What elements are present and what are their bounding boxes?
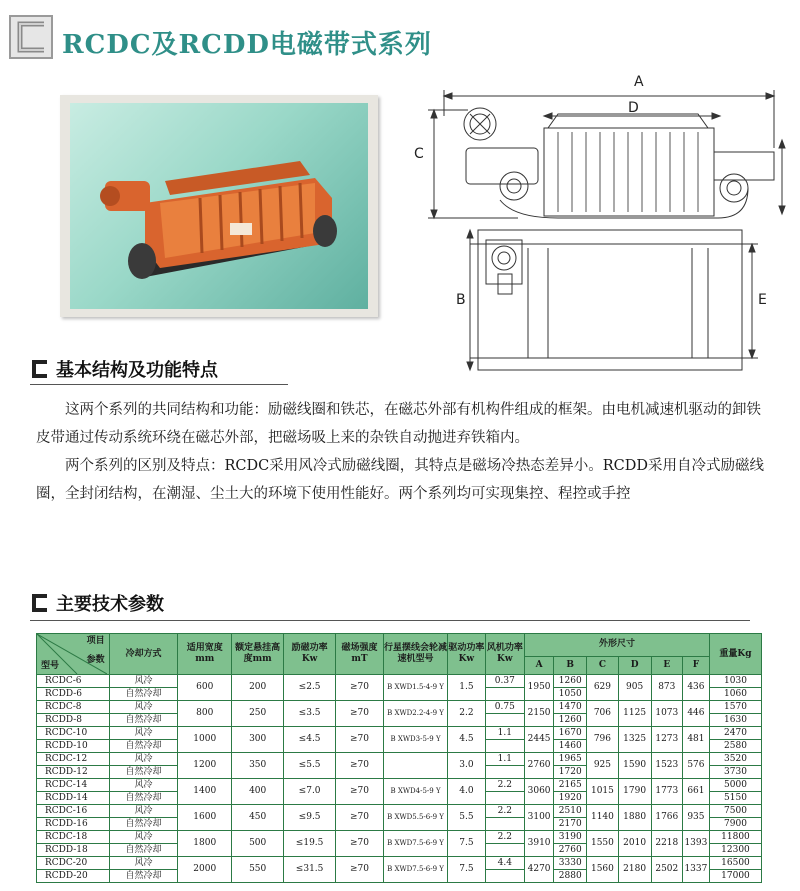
dim-a-cell: 1950 xyxy=(525,675,554,701)
dim-e-cell: 1523 xyxy=(651,753,682,779)
model-cell: RCDC-12 xyxy=(37,753,110,766)
field-cell: ≥70 xyxy=(336,805,384,831)
section-bracket-icon xyxy=(30,359,50,379)
dim-b-cell: 2880 xyxy=(554,870,587,883)
label-d: D xyxy=(628,100,639,116)
table-row xyxy=(37,779,762,792)
model-cell: RCDC-16 xyxy=(37,805,110,818)
fan-power-cell: 2.2 xyxy=(485,831,524,844)
spec-table xyxy=(36,633,762,883)
belt-width-cell: 800 xyxy=(178,701,232,727)
weight-cell: 12300 xyxy=(709,844,761,857)
cooling-cell: 自然冷却 xyxy=(109,870,178,883)
dim-b-cell: 1670 xyxy=(554,727,587,740)
fan-power-cell: 0.37 xyxy=(485,675,524,688)
header-dim-a: A xyxy=(525,656,554,674)
weight-cell: 1570 xyxy=(709,701,761,714)
belt-width-cell: 1400 xyxy=(178,779,232,805)
belt-width-cell: 1200 xyxy=(178,753,232,779)
header-dim-f: F xyxy=(682,656,709,674)
header-dims: 外形尺寸 xyxy=(525,634,710,657)
height-cell: 200 xyxy=(232,675,284,701)
dim-f-cell: 1393 xyxy=(682,831,709,857)
drive-power-cell: 7.5 xyxy=(448,857,485,883)
height-cell: 450 xyxy=(232,805,284,831)
header-fan-power: 风机功率Kw xyxy=(485,634,524,675)
height-cell: 300 xyxy=(232,727,284,753)
dim-f-cell: 576 xyxy=(682,753,709,779)
table-row xyxy=(37,831,762,844)
cooling-cell: 自然冷却 xyxy=(109,740,178,753)
header-cooling: 冷却方式 xyxy=(109,634,178,675)
cooling-cell: 风冷 xyxy=(109,805,178,818)
dim-d-cell: 2180 xyxy=(618,857,651,883)
reducer-cell: B XWD7.5-6-9 Y xyxy=(383,857,447,883)
dim-c-cell: 706 xyxy=(587,701,618,727)
dim-a-cell: 2760 xyxy=(525,753,554,779)
cooling-cell: 风冷 xyxy=(109,857,178,870)
model-cell: RCDC-8 xyxy=(37,701,110,714)
dim-f-cell: 1337 xyxy=(682,857,709,883)
section-underline xyxy=(30,620,750,621)
weight-cell: 3730 xyxy=(709,766,761,779)
dim-a-cell: 2150 xyxy=(525,701,554,727)
weight-cell: 5150 xyxy=(709,792,761,805)
dim-d-cell: 1880 xyxy=(618,805,651,831)
dim-c-cell: 629 xyxy=(587,675,618,701)
belt-width-cell: 1600 xyxy=(178,805,232,831)
belt-width-cell: 2000 xyxy=(178,857,232,883)
cooling-cell: 风冷 xyxy=(109,727,178,740)
fan-power-cell-empty xyxy=(485,818,524,831)
model-cell: RCDD-6 xyxy=(37,688,110,701)
excite-power-cell: ≤7.0 xyxy=(284,779,336,805)
cooling-cell: 风冷 xyxy=(109,753,178,766)
dim-b-cell: 2165 xyxy=(554,779,587,792)
dim-c-cell: 1550 xyxy=(587,831,618,857)
dim-f-cell: 436 xyxy=(682,675,709,701)
fan-power-cell: 0.75 xyxy=(485,701,524,714)
belt-width-cell: 600 xyxy=(178,675,232,701)
dim-e-cell: 2218 xyxy=(651,831,682,857)
weight-cell: 3520 xyxy=(709,753,761,766)
dim-f-cell: 481 xyxy=(682,727,709,753)
section-body xyxy=(36,396,766,508)
model-cell: RCDD-8 xyxy=(37,714,110,727)
header-weight: 重量Kg xyxy=(709,634,761,675)
dim-a-cell: 2445 xyxy=(525,727,554,753)
weight-cell: 1060 xyxy=(709,688,761,701)
corner-top-label: 项目 xyxy=(86,636,105,646)
cooling-cell: 风冷 xyxy=(109,675,178,688)
table-row xyxy=(37,805,762,818)
dim-d-cell: 905 xyxy=(618,675,651,701)
fan-power-cell: 4.4 xyxy=(485,857,524,870)
cooling-cell: 风冷 xyxy=(109,779,178,792)
dim-e-cell: 1773 xyxy=(651,779,682,805)
height-cell: 500 xyxy=(232,831,284,857)
separator-photo-illustration xyxy=(70,103,368,309)
dim-a-cell: 3060 xyxy=(525,779,554,805)
dim-b-cell: 2170 xyxy=(554,818,587,831)
height-cell: 550 xyxy=(232,857,284,883)
fan-power-cell-empty xyxy=(485,714,524,727)
reducer-cell xyxy=(383,753,447,779)
field-cell: ≥70 xyxy=(336,857,384,883)
cooling-cell: 风冷 xyxy=(109,701,178,714)
dim-d-cell: 2010 xyxy=(618,831,651,857)
label-e: E xyxy=(758,292,767,308)
model-cell: RCDD-14 xyxy=(37,792,110,805)
fan-power-cell-empty xyxy=(485,792,524,805)
header-field: 磁场强度mT xyxy=(336,634,384,675)
spec-table-body xyxy=(37,675,762,883)
paragraph: 这两个系列的共同结构和功能：励磁线圈和铁芯，在磁芯外部有机构件组成的框架。由电机减速机驱动的卸铁皮带通过传动系统环绕在磁芯外部，把磁场吸上来的杂铁自动抛进弃铁箱内。 xyxy=(36,402,761,446)
model-cell: RCDC-18 xyxy=(37,831,110,844)
dim-f-cell: 446 xyxy=(682,701,709,727)
weight-cell: 5000 xyxy=(709,779,761,792)
drive-power-cell: 7.5 xyxy=(448,831,485,857)
model-cell: RCDC-10 xyxy=(37,727,110,740)
field-cell: ≥70 xyxy=(336,701,384,727)
fan-power-cell-empty xyxy=(485,844,524,857)
reducer-cell: B XWD4-5-9 Y xyxy=(383,779,447,805)
cooling-cell: 自然冷却 xyxy=(109,688,178,701)
dim-e-cell: 873 xyxy=(651,675,682,701)
dim-a-cell: 4270 xyxy=(525,857,554,883)
dim-b-cell: 3190 xyxy=(554,831,587,844)
section-underline xyxy=(30,384,288,385)
dim-a-cell: 3100 xyxy=(525,805,554,831)
dim-f-cell: 935 xyxy=(682,805,709,831)
model-cell: RCDD-10 xyxy=(37,740,110,753)
dim-b-cell: 1050 xyxy=(554,688,587,701)
header-belt-width: 适用宽度mm xyxy=(178,634,232,675)
cooling-cell: 自然冷却 xyxy=(109,844,178,857)
dim-b-cell: 1260 xyxy=(554,714,587,727)
field-cell: ≥70 xyxy=(336,727,384,753)
header-dim-c: C xyxy=(587,656,618,674)
model-cell: RCDD-18 xyxy=(37,844,110,857)
model-cell: RCDD-12 xyxy=(37,766,110,779)
weight-cell: 1030 xyxy=(709,675,761,688)
reducer-cell: B XWD1.5-4-9 Y xyxy=(383,675,447,701)
excite-power-cell: ≤9.5 xyxy=(284,805,336,831)
excite-power-cell: ≤3.5 xyxy=(284,701,336,727)
fan-power-cell: 2.2 xyxy=(485,779,524,792)
model-cell: RCDD-20 xyxy=(37,870,110,883)
table-row xyxy=(37,857,762,870)
weight-cell: 7500 xyxy=(709,805,761,818)
model-cell: RCDC-14 xyxy=(37,779,110,792)
dim-b-cell: 1920 xyxy=(554,792,587,805)
page-title: RCDC及RCDD电磁带式系列 xyxy=(62,30,432,60)
weight-cell: 17000 xyxy=(709,870,761,883)
dim-e-cell: 1766 xyxy=(651,805,682,831)
excite-power-cell: ≤4.5 xyxy=(284,727,336,753)
dim-e-cell: 2502 xyxy=(651,857,682,883)
label-a: A xyxy=(634,74,644,90)
excite-power-cell: ≤2.5 xyxy=(284,675,336,701)
reducer-cell: B XWD5.5-6-9 Y xyxy=(383,805,447,831)
drive-power-cell: 2.2 xyxy=(448,701,485,727)
label-c: C xyxy=(414,146,424,162)
drive-power-cell: 5.5 xyxy=(448,805,485,831)
dim-c-cell: 1140 xyxy=(587,805,618,831)
fan-power-cell-empty xyxy=(485,870,524,883)
dim-b-cell: 1460 xyxy=(554,740,587,753)
cooling-cell: 自然冷却 xyxy=(109,766,178,779)
reducer-cell: B XWD2.2-4-9 Y xyxy=(383,701,447,727)
field-cell: ≥70 xyxy=(336,779,384,805)
drive-power-cell: 4.0 xyxy=(448,779,485,805)
header-dim-d: D xyxy=(618,656,651,674)
dim-d-cell: 1590 xyxy=(618,753,651,779)
reducer-cell: B XWD3-5-9 Y xyxy=(383,727,447,753)
dim-d-cell: 1325 xyxy=(618,727,651,753)
dim-e-cell: 1073 xyxy=(651,701,682,727)
weight-cell: 7900 xyxy=(709,818,761,831)
excite-power-cell: ≤5.5 xyxy=(284,753,336,779)
field-cell: ≥70 xyxy=(336,753,384,779)
height-cell: 250 xyxy=(232,701,284,727)
table-row xyxy=(37,727,762,740)
dim-a-cell: 3910 xyxy=(525,831,554,857)
weight-cell: 11800 xyxy=(709,831,761,844)
dim-d-cell: 1125 xyxy=(618,701,651,727)
header-excite-power: 励磁功率Kw xyxy=(284,634,336,675)
model-cell: RCDC-20 xyxy=(37,857,110,870)
paragraph: 两个系列的区别及特点：RCDC采用风冷式励磁线圈，其特点是磁场冷热态差异小。RCDD采用自冷式励磁线圈，全封闭结构，在潮湿、尘土大的环境下使用性能好。两个系列均可实现集控、程控或手控 xyxy=(36,458,764,502)
dim-f-cell: 661 xyxy=(682,779,709,805)
fan-power-cell: 1.1 xyxy=(485,753,524,766)
section-heading-specs xyxy=(30,590,164,616)
title-bracket-icon xyxy=(8,14,54,60)
drive-power-cell: 1.5 xyxy=(448,675,485,701)
dim-b-cell: 1260 xyxy=(554,675,587,688)
dim-e-cell: 1273 xyxy=(651,727,682,753)
weight-cell: 2470 xyxy=(709,727,761,740)
drive-power-cell: 3.0 xyxy=(448,753,485,779)
fan-power-cell: 1.1 xyxy=(485,727,524,740)
corner-bottom-label: 型号 xyxy=(41,661,60,671)
corner-header xyxy=(37,634,110,675)
dim-c-cell: 1560 xyxy=(587,857,618,883)
header-height: 额定悬挂高度mm xyxy=(232,634,284,675)
weight-cell: 16500 xyxy=(709,857,761,870)
dim-b-cell: 1470 xyxy=(554,701,587,714)
label-b: B xyxy=(456,292,466,308)
weight-cell: 1630 xyxy=(709,714,761,727)
section-heading-structure xyxy=(30,356,218,382)
dim-c-cell: 925 xyxy=(587,753,618,779)
fan-power-cell-empty xyxy=(485,740,524,753)
table-row xyxy=(37,675,762,688)
product-photo xyxy=(60,95,378,317)
section-title: 主要技术参数 xyxy=(56,594,164,615)
dimension-drawing xyxy=(408,68,792,378)
section-title: 基本结构及功能特点 xyxy=(56,360,218,381)
corner-mid-label: 参数 xyxy=(86,655,105,665)
header-dim-e: E xyxy=(651,656,682,674)
table-row xyxy=(37,753,762,766)
reducer-cell: B XWD7.5-6-9 Y xyxy=(383,831,447,857)
dim-c-cell: 796 xyxy=(587,727,618,753)
cooling-cell: 自然冷却 xyxy=(109,714,178,727)
dim-b-cell: 2760 xyxy=(554,844,587,857)
field-cell: ≥70 xyxy=(336,831,384,857)
height-cell: 400 xyxy=(232,779,284,805)
excite-power-cell: ≤31.5 xyxy=(284,857,336,883)
dim-c-cell: 1015 xyxy=(587,779,618,805)
dim-b-cell: 2510 xyxy=(554,805,587,818)
drive-power-cell: 4.5 xyxy=(448,727,485,753)
model-cell: RCDC-6 xyxy=(37,675,110,688)
table-row xyxy=(37,701,762,714)
dim-b-cell: 1720 xyxy=(554,766,587,779)
dim-d-cell: 1790 xyxy=(618,779,651,805)
model-cell: RCDD-16 xyxy=(37,818,110,831)
weight-cell: 2580 xyxy=(709,740,761,753)
field-cell: ≥70 xyxy=(336,675,384,701)
cooling-cell: 自然冷却 xyxy=(109,818,178,831)
header-drive-power: 驱动功率Kw xyxy=(448,634,485,675)
section-bracket-icon xyxy=(30,593,50,613)
header-reducer: 行星摆线会轮减速机型号 xyxy=(383,634,447,675)
dim-b-cell: 3330 xyxy=(554,857,587,870)
belt-width-cell: 1800 xyxy=(178,831,232,857)
cooling-cell: 自然冷却 xyxy=(109,792,178,805)
excite-power-cell: ≤19.5 xyxy=(284,831,336,857)
dim-b-cell: 1965 xyxy=(554,753,587,766)
header-dim-b: B xyxy=(554,656,587,674)
fan-power-cell-empty xyxy=(485,688,524,701)
cooling-cell: 风冷 xyxy=(109,831,178,844)
belt-width-cell: 1000 xyxy=(178,727,232,753)
fan-power-cell-empty xyxy=(485,766,524,779)
fan-power-cell: 2.2 xyxy=(485,805,524,818)
height-cell: 350 xyxy=(232,753,284,779)
